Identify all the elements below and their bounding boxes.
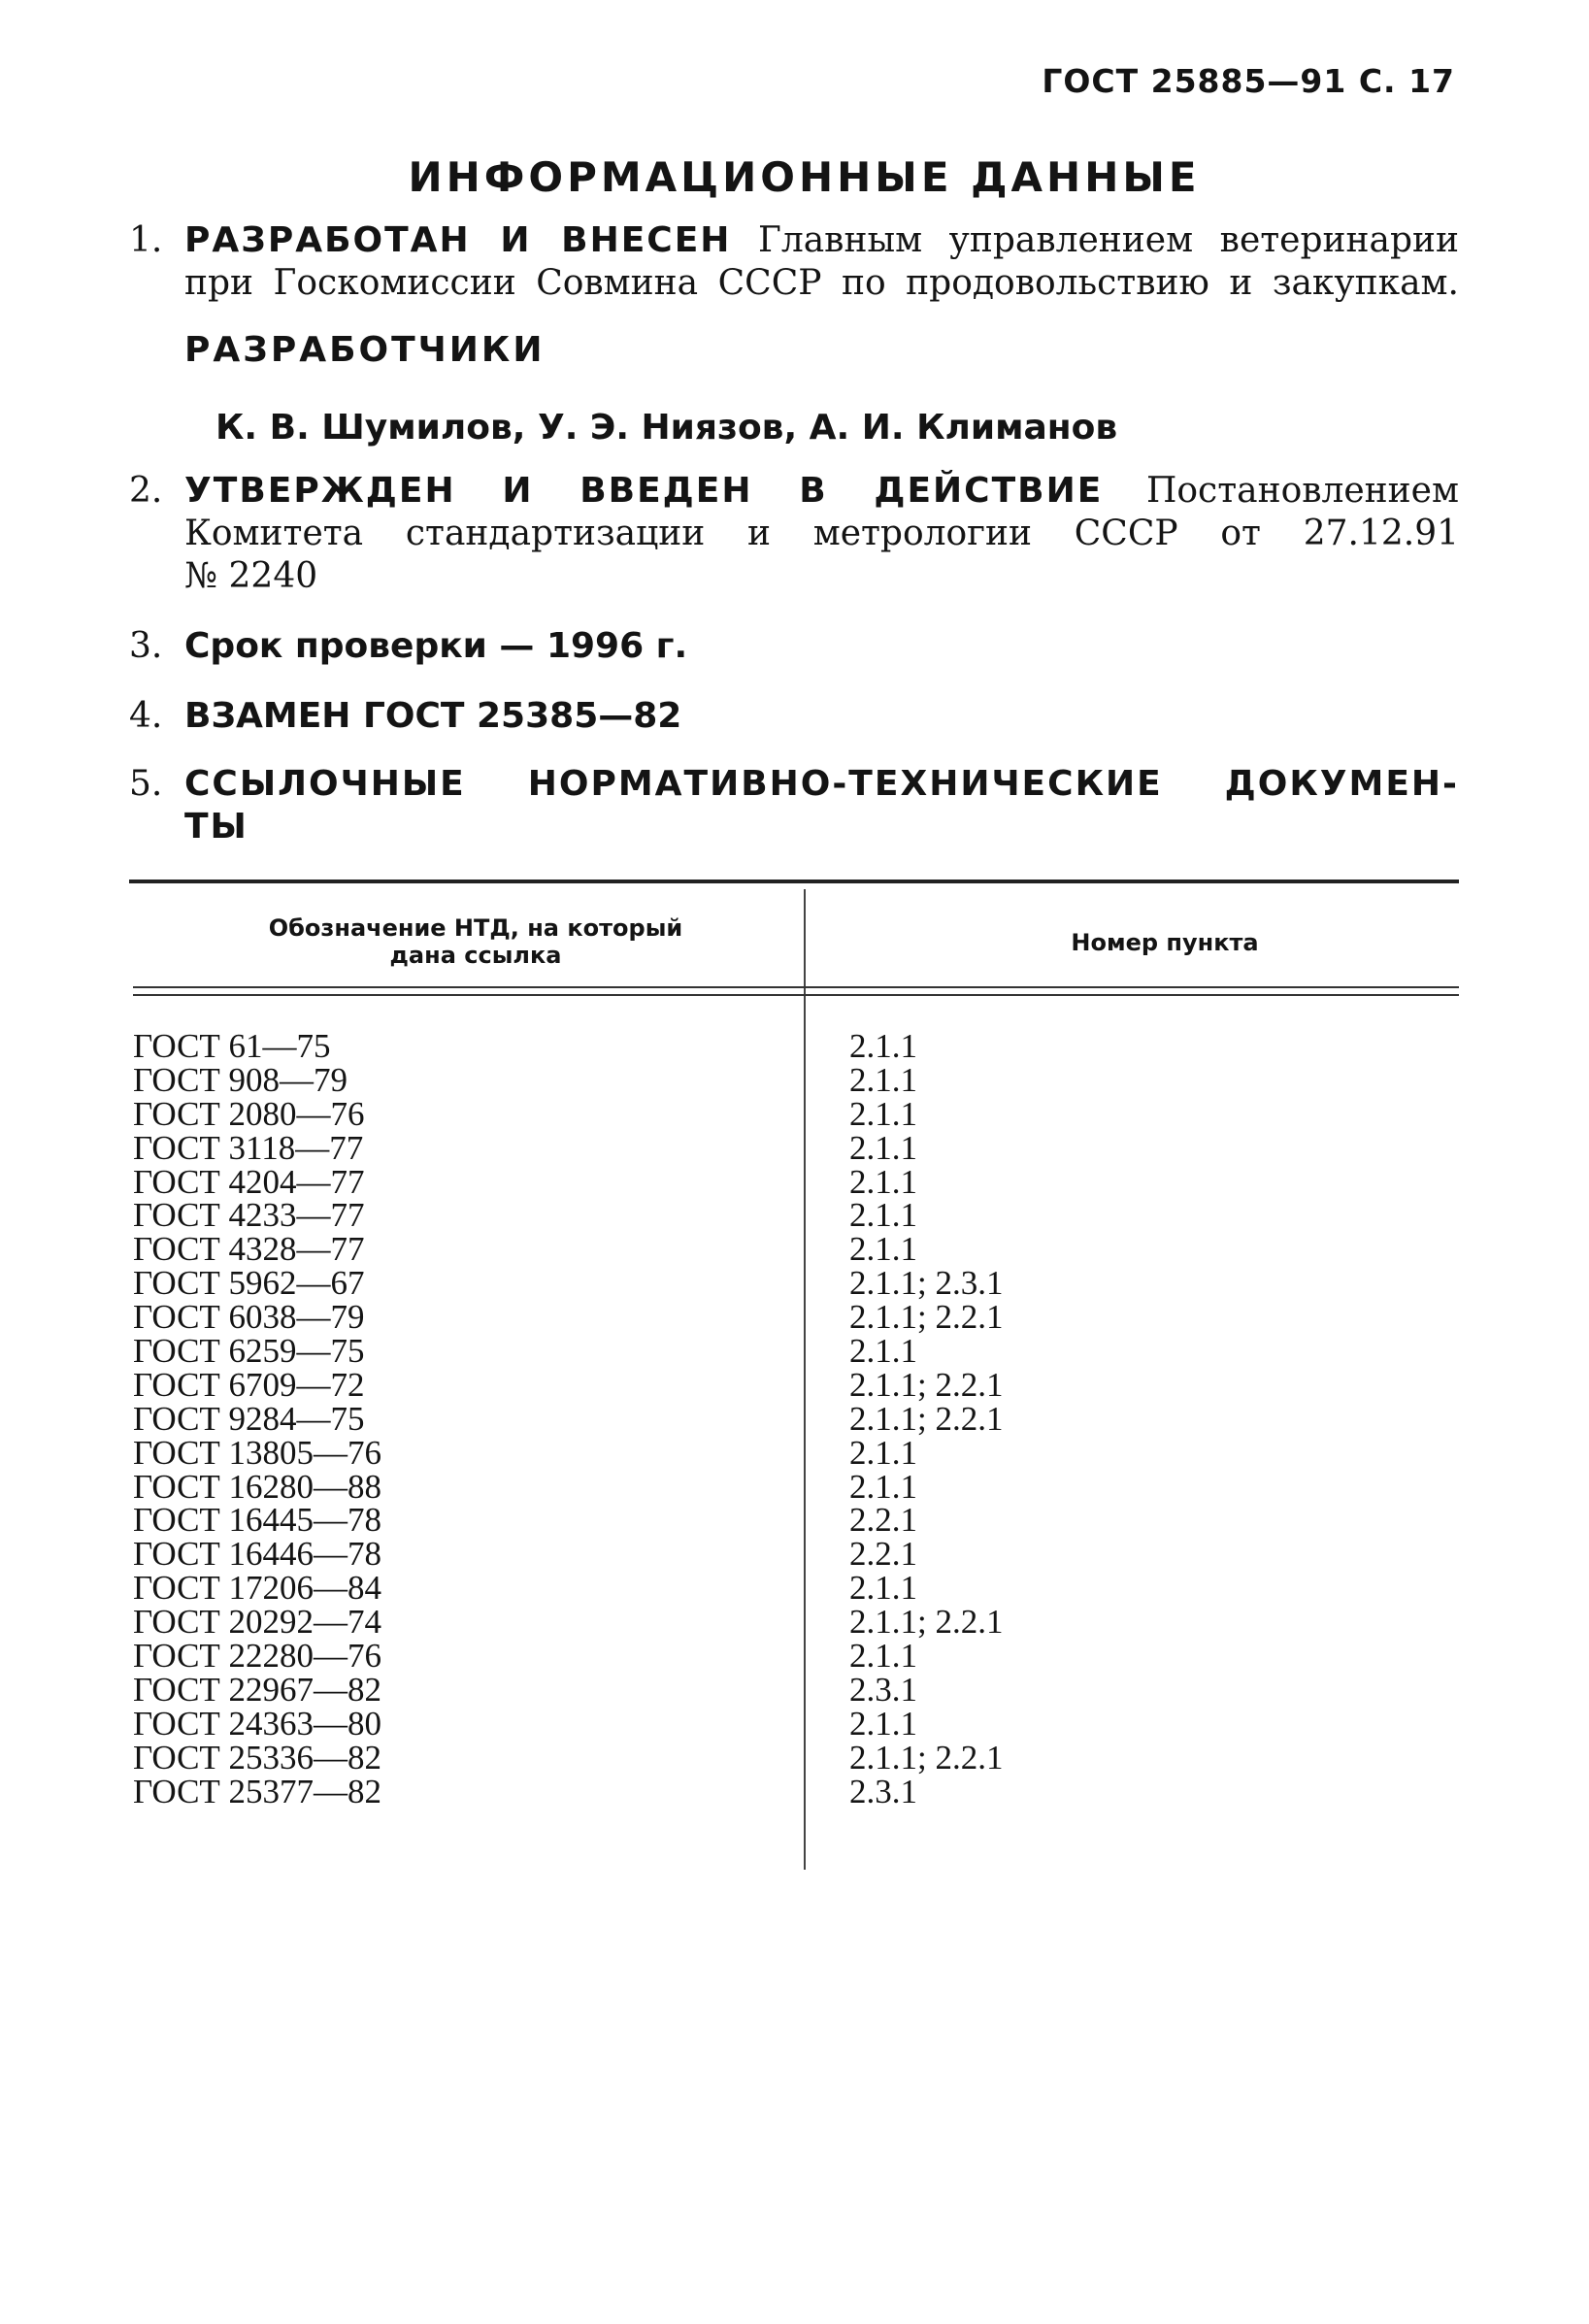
table-row [133,1128,1459,1167]
table-row [133,1704,1459,1743]
table-header-document-line-2: дана ссылка [389,942,562,969]
table-row [133,1029,1459,1063]
table-cell-document: ГОСТ 16446—78 [133,1535,382,1574]
page-title: ИНФОРМАЦИОННЫЕ ДАННЫЕ [408,153,1201,201]
table-cell-clause: 2.3.1 [849,1670,917,1709]
table-cell-document: ГОСТ 6709—72 [133,1365,365,1404]
item-2-line-3: № 2240 [184,556,318,596]
table-cell-clause: 2.2.1 [849,1535,917,1574]
table-cell-document: ГОСТ 908—79 [133,1060,348,1099]
table-cell-clause: 2.1.1 [849,1467,917,1506]
info-item-5 [129,763,1459,848]
table-cell-document: ГОСТ 16445—78 [133,1501,382,1540]
table-cell-document: ГОСТ 25336—82 [133,1738,382,1776]
table-cell-document: ГОСТ 5962—67 [133,1264,365,1303]
table-cell-document: ГОСТ 22280—76 [133,1637,382,1676]
table-cell-document: ГОСТ 9284—75 [133,1399,365,1438]
table-cell-clause: 2.1.1; 2.2.1 [849,1298,1004,1337]
table-header-document-line-1: Обозначение НТД, на который [268,914,683,942]
item-number: 4. [129,696,163,736]
table-cell-document: ГОСТ 61—75 [133,1027,331,1065]
item-number: 5. [129,764,163,804]
table-row [133,1603,1459,1642]
table-cell-clause: 2.1.1 [849,1060,917,1099]
item-1-caps: РАЗРАБОТАН И ВНЕСЕН [184,220,732,260]
table-cell-document: ГОСТ 13805—76 [133,1433,382,1472]
table-cell-clause: 2.1.1 [849,1162,917,1201]
table-cell-clause: 2.2.1 [849,1501,917,1540]
table-cell-document: ГОСТ 4204—77 [133,1162,365,1201]
table-cell-clause: 2.3.1 [849,1772,917,1810]
table-cell-clause: 2.1.1 [849,1637,917,1676]
table-header-rule-double [133,994,1459,996]
table-cell-clause: 2.1.1; 2.2.1 [849,1738,1004,1776]
table-cell-document: ГОСТ 20292—74 [133,1603,382,1642]
table-cell-document: ГОСТ 4328—77 [133,1230,365,1269]
item-2-line-2: Комитета стандартизации и метрологии СССР от 27.12.91 [184,514,1459,553]
info-item-4 [129,695,1459,738]
table-top-rule [129,880,1459,883]
table-row [133,1230,1459,1269]
table-row [133,1569,1459,1608]
info-item-2 [129,470,1459,598]
item-4-text: ВЗАМЕН ГОСТ 25385—82 [184,696,682,736]
table-row [133,1535,1459,1574]
table-row [133,1332,1459,1371]
table-cell-document: ГОСТ 6259—75 [133,1332,365,1371]
table-row [133,1399,1459,1438]
table-row [133,1501,1459,1540]
table-cell-clause: 2.1.1 [849,1027,917,1065]
table-header-rule [133,986,1459,988]
table-cell-clause: 2.1.1; 2.3.1 [849,1264,1004,1303]
table-body [133,1029,1459,1808]
table-cell-clause: 2.1.1 [849,1196,917,1235]
table-row [133,1637,1459,1676]
table-row [133,1298,1459,1337]
table-cell-clause: 2.1.1; 2.2.1 [849,1399,1004,1438]
table-row [133,1738,1459,1776]
table-cell-document: ГОСТ 3118—77 [133,1128,364,1167]
table-row [133,1196,1459,1235]
table-cell-clause: 2.1.1; 2.2.1 [849,1603,1004,1642]
table-row [133,1670,1459,1709]
item-2-caps: УТВЕРЖДЕН И ВВЕДЕН В ДЕЙСТВИЕ [184,471,1104,511]
table-row [133,1772,1459,1810]
table-cell-document: ГОСТ 2080—76 [133,1094,365,1133]
table-header-document [194,914,757,969]
table-cell-clause: 2.1.1; 2.2.1 [849,1365,1004,1404]
table-cell-clause: 2.1.1 [849,1433,917,1472]
table-cell-document: ГОСТ 17206—84 [133,1569,382,1608]
item-1-line-1-rest: Главным управлением ветеринарии [731,220,1460,260]
table-header-clause: Номер пункта [1071,929,1259,956]
item-number: 1. [129,220,163,260]
table-cell-clause: 2.1.1 [849,1230,917,1269]
table-cell-clause: 2.1.1 [849,1128,917,1167]
table-cell-clause: 2.1.1 [849,1704,917,1743]
table-cell-document: ГОСТ 4233—77 [133,1196,365,1235]
table-cell-clause: 2.1.1 [849,1569,917,1608]
item-5-line-1: ССЫЛОЧНЫЕ НОРМАТИВНО-ТЕХНИЧЕСКИЕ ДОКУМЕН- [184,764,1459,804]
table-row [133,1467,1459,1506]
table-row [133,1264,1459,1303]
table-cell-document: ГОСТ 24363—80 [133,1704,382,1743]
item-2-line-1-rest: Постановлением [1103,471,1459,511]
running-header: ГОСТ 25885—91 С. 17 [1042,62,1455,100]
table-row [133,1433,1459,1472]
table-row [133,1060,1459,1099]
info-item-1 [129,219,1459,305]
table-cell-document: ГОСТ 16280—88 [133,1467,382,1506]
table-row [133,1094,1459,1133]
table-row [133,1162,1459,1201]
developers-names: К. В. Шумилов, У. Э. Ниязов, А. И. Климанов [215,408,1118,448]
table-cell-document: ГОСТ 22967—82 [133,1670,382,1709]
item-1-line-2: при Госкомиссии Совмина СССР по продовольствию и закупкам. [184,263,1459,303]
item-3-text: Срок проверки — 1996 г. [184,626,688,666]
item-1-line-1 [184,219,1459,262]
item-number: 3. [129,626,163,666]
developers-heading: РАЗРАБОТЧИКИ [184,330,546,370]
item-2-line-1 [184,470,1459,513]
table-cell-document: ГОСТ 25377—82 [133,1772,382,1810]
item-number: 2. [129,471,163,511]
table-row [133,1365,1459,1404]
table-cell-document: ГОСТ 6038—79 [133,1298,365,1337]
item-5-line-2: ТЫ [184,807,248,847]
info-item-3 [129,625,1459,668]
table-cell-clause: 2.1.1 [849,1094,917,1133]
table-cell-clause: 2.1.1 [849,1332,917,1371]
